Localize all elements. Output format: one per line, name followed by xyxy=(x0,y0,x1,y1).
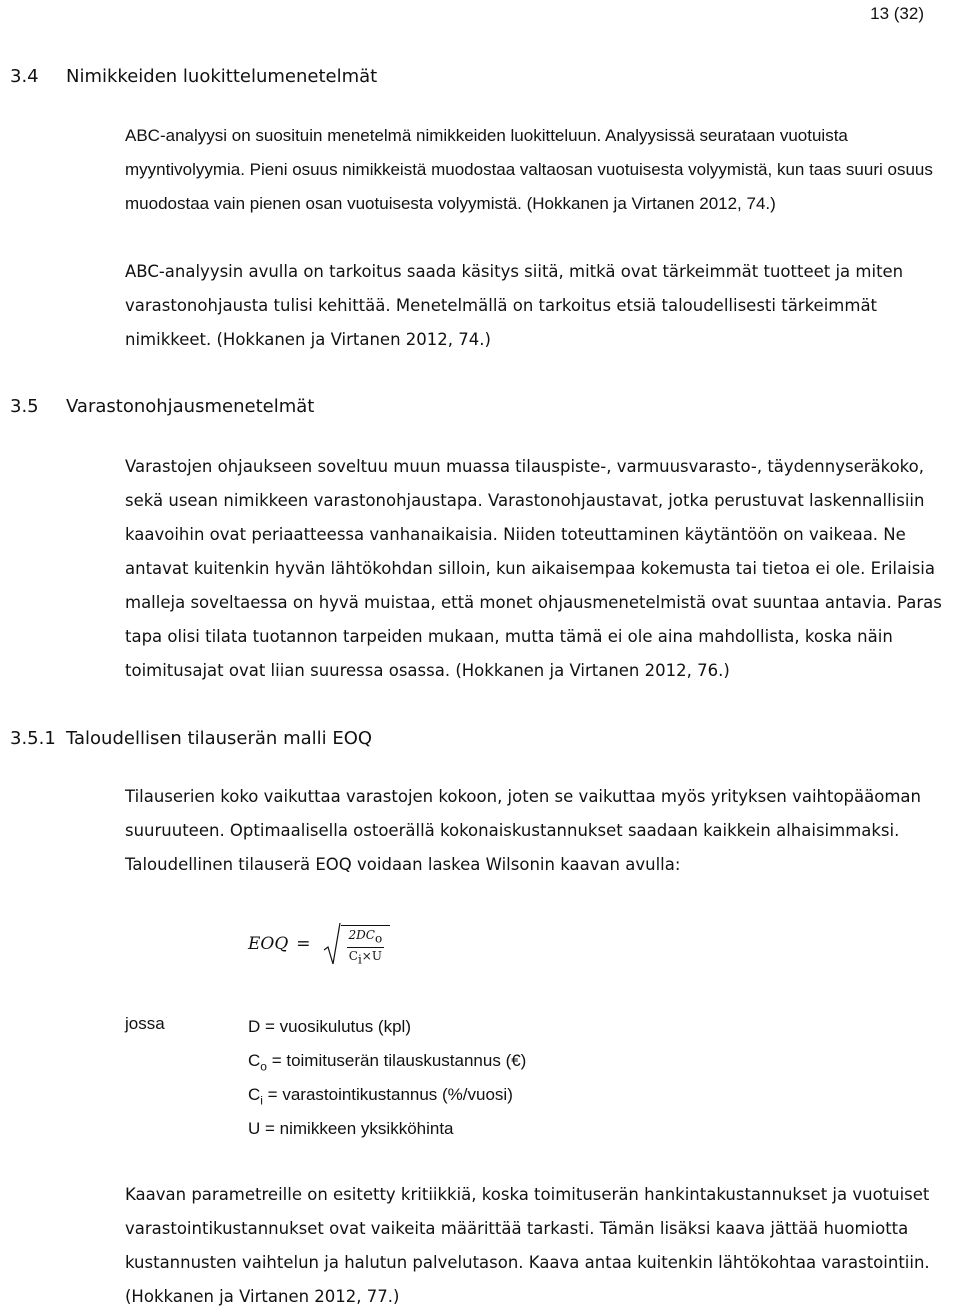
section-heading-3-4 xyxy=(0,66,377,87)
section-number: 3.5 xyxy=(10,396,39,417)
section-number: 3.4 xyxy=(10,66,39,87)
formula-lhs: EOQ xyxy=(248,934,289,954)
paragraph-inventory-methods: Varastojen ohjaukseen soveltuu muun muassa tilauspiste-, varmuusvarasto-, täydennyseräkoko, sekä usean nimikkeen varastonohjaustapa. Varastonohjaustavat, jotka perustuvat laskennallisiin kaavoihin ovat periaatteessa vanhanaikaisia. Niiden toteuttaminen käytäntöön on vaikeaa. Ne antavat kuitenkin hyvän lähtökohdan silloin, kun aikaisempaa kokemusta tai tietoa ei ole. Erilaisia malleja soveltaessa on hyvä muistaa, että monet ohjausmenetelmistä ovat suuntaa antavia. Paras tapa olisi tilata tuotannon tarpeiden mukaan, mutta tämä ei ole aina mahdollista, koska näin toimitusajat ovat liian suuressa osassa. (Hokkanen ja Virtanen 2012, 76.) xyxy=(125,457,942,680)
section-number: 3.5.1 xyxy=(10,728,56,749)
formula-legend xyxy=(248,1010,526,1146)
legend-item: D = vuosikulutus (kpl) xyxy=(248,1017,411,1036)
section-title: Nimikkeiden luokittelumenetelmät xyxy=(66,66,378,87)
paragraph-eoq-intro: Tilauserien koko vaikuttaa varastojen kokoon, joten se vaikuttaa myös yrityksen vaihtopääoman suuruuteen. Optimaalisella ostoerällä kokonaiskustannukset saadaan kaikkein alhaisimmaksi. Taloudellinen tilauserä EOQ voidaan laskea Wilsonin kaavan avulla: xyxy=(125,787,921,874)
legend-label: jossa xyxy=(125,1014,165,1033)
section-title: Taloudellisen tilauserän malli EOQ xyxy=(66,728,373,749)
formula-denominator: $C_i\times U$ xyxy=(348,948,382,966)
paragraph-abc-intro: ABC-analyysi on suosituin menetelmä nimikkeiden luokitteluun. Analyysissä seurataan vuotuista myyntivolyymia. Pieni osuus nimikkeistä muodostaa valtaosan vuotuisesta volyymistä, kun taas suuri osuus muodostaa vain pienen osan vuotuisesta volyymistä. (Hokkanen ja Virtanen 2012, 74.) xyxy=(125,126,933,213)
legend-item: U = nimikkeen yksikköhinta xyxy=(248,1119,454,1138)
radical-sign-icon xyxy=(323,922,341,966)
formula-numerator: $2DC_o$ xyxy=(348,928,383,946)
paragraph-eoq-criticism: Kaavan parametreille on esitetty kritiikkiä, koska toimituserän hankintakustannukset ja vuotuiset varastointikustannukset ovat vaikeita määrittää tarkasti. Tämän lisäksi kaava jättää huomiotta kustannusten vaihtelun ja halutun palvelutason. Kaava antaa kuitenkin lähtökohtaa varastointiin. (Hokkanen ja Virtanen 2012, 77.) xyxy=(125,1185,930,1306)
page-number: 13 (32) xyxy=(870,4,924,23)
paragraph-abc-purpose: ABC-analyysin avulla on tarkoitus saada käsitys siitä, mitkä ovat tärkeimmät tuotteet ja miten varastonohjausta tulisi kehittää. Menetelmällä on tarkoitus etsiä taloudellisesti tärkeimmät nimikkeet. (Hokkanen ja Virtanen 2012, 74.) xyxy=(125,262,904,349)
section-heading-3-5 xyxy=(0,396,314,417)
section-heading-3-5-1 xyxy=(0,728,372,749)
square-root xyxy=(323,922,391,966)
legend-item: $C_o$ = toimituserän tilauskustannus (€) xyxy=(248,1051,527,1074)
section-title: Varastonohjausmenetelmät xyxy=(66,396,315,417)
legend-item: $C_i$ = varastointikustannus (%/vuosi) xyxy=(248,1085,513,1108)
formula-fraction xyxy=(341,925,391,966)
eoq-formula xyxy=(248,922,390,966)
formula-equals: = xyxy=(296,934,311,954)
